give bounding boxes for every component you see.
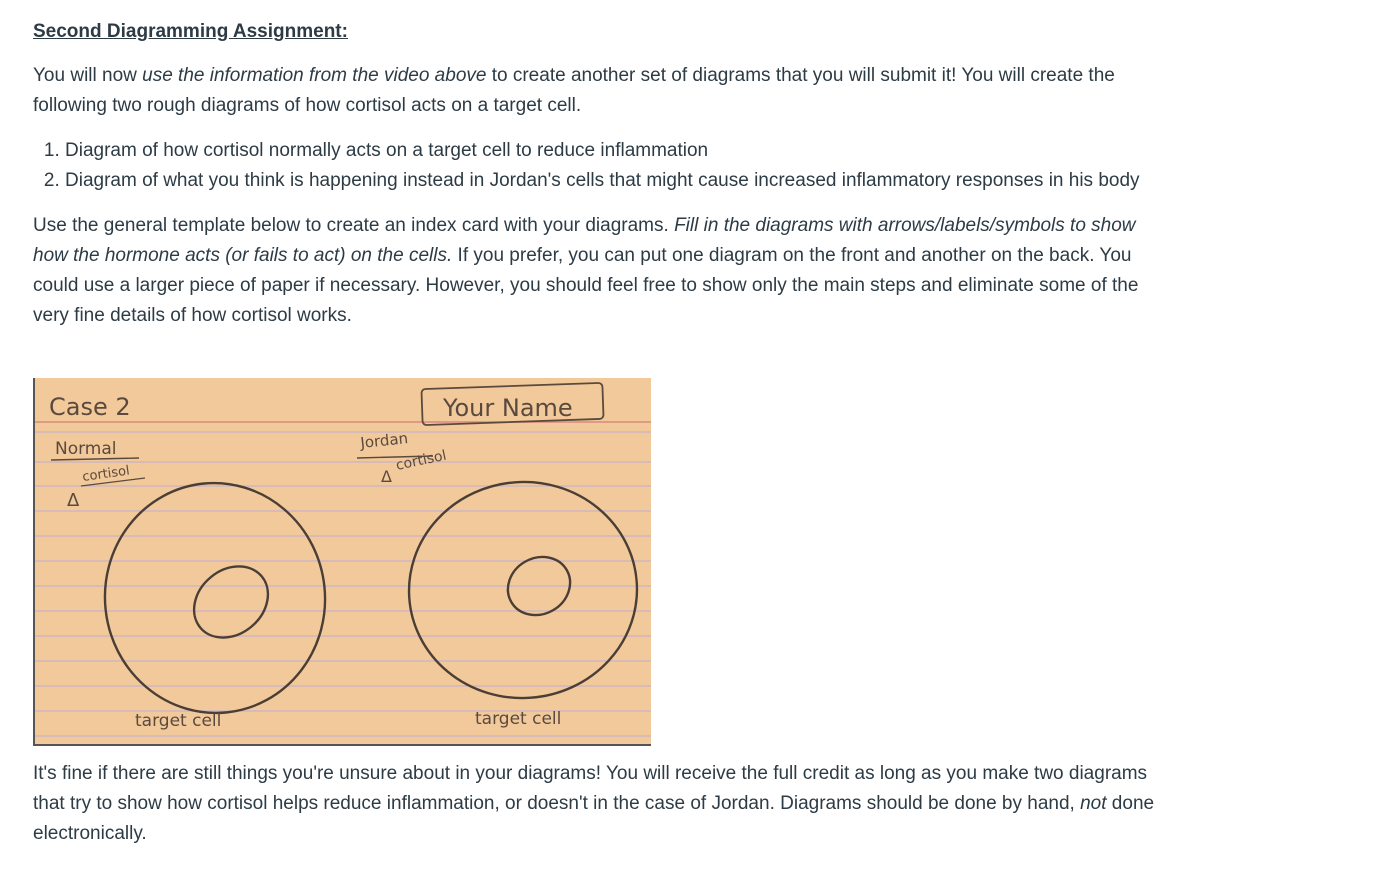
- normal-triangle-symbol: Δ: [67, 490, 80, 511]
- closing-text-1: It's fine if there are still things you're unsure about in your diagrams! You will receive the full credit as long as you make two diagrams that try to show how cortisol helps reduce inflammation, or doesn't in the case of Jordan. Diagrams should be done by hand,: [33, 763, 1148, 814]
- template-emphasis: Fill in the diagrams with arrows/labels/symbols to show how the hormone acts (or fails to act) on the cells.: [33, 215, 1136, 266]
- list-item: 1. Diagram of how cortisol normally acts on a target cell to reduce inflammation: [65, 136, 1173, 166]
- assignment-content: [33, 18, 1173, 331]
- jordan-cortisol-label: cortisol: [394, 447, 448, 474]
- assignment-heading: Second Diagramming Assignment:: [33, 21, 348, 42]
- right-cell-membrane: [402, 474, 645, 705]
- closing-paragraph: [33, 759, 1173, 849]
- closing-emphasis: not: [1080, 793, 1107, 814]
- left-target-cell-label: target cell: [135, 711, 222, 731]
- template-text-2: If you prefer, you can put one diagram on the front and another on the back. You could use a larger piece of paper if necessary. However, you should feel free to show only the main steps and eliminate some of the very fine details of how cortisol works.: [33, 245, 1139, 326]
- right-target-cell-label: target cell: [475, 709, 562, 729]
- case-label: Case 2: [49, 393, 131, 421]
- list-item: 2. Diagram of what you think is happening instead in Jordan's cells that might cause increased inflammatory responses in his body: [65, 166, 1173, 196]
- jordan-label: Jordan: [359, 429, 409, 452]
- index-card-drawing: [35, 378, 651, 744]
- jordan-triangle-symbol: Δ: [381, 467, 392, 486]
- template-paragraph: [33, 211, 1173, 331]
- left-cell-nucleus: [180, 552, 282, 652]
- intro-text-2: to create another set of diagrams that you will submit it! You will create the following two rough diagrams of how cortisol acts on a target cell.: [33, 65, 1115, 116]
- normal-cortisol-label: cortisol: [81, 463, 131, 485]
- intro-emphasis: use the information from the video above: [142, 65, 487, 86]
- intro-paragraph: [33, 61, 1173, 121]
- diagram-list: [33, 136, 1173, 196]
- closing-text-2: done electronically.: [33, 793, 1155, 844]
- template-text-1: Use the general template below to create an index card with your diagrams.: [33, 215, 675, 236]
- your-name-label: Your Name: [443, 394, 573, 422]
- index-card-image: [33, 378, 651, 746]
- normal-label: Normal: [55, 439, 117, 459]
- intro-text-1: You will now: [33, 65, 143, 86]
